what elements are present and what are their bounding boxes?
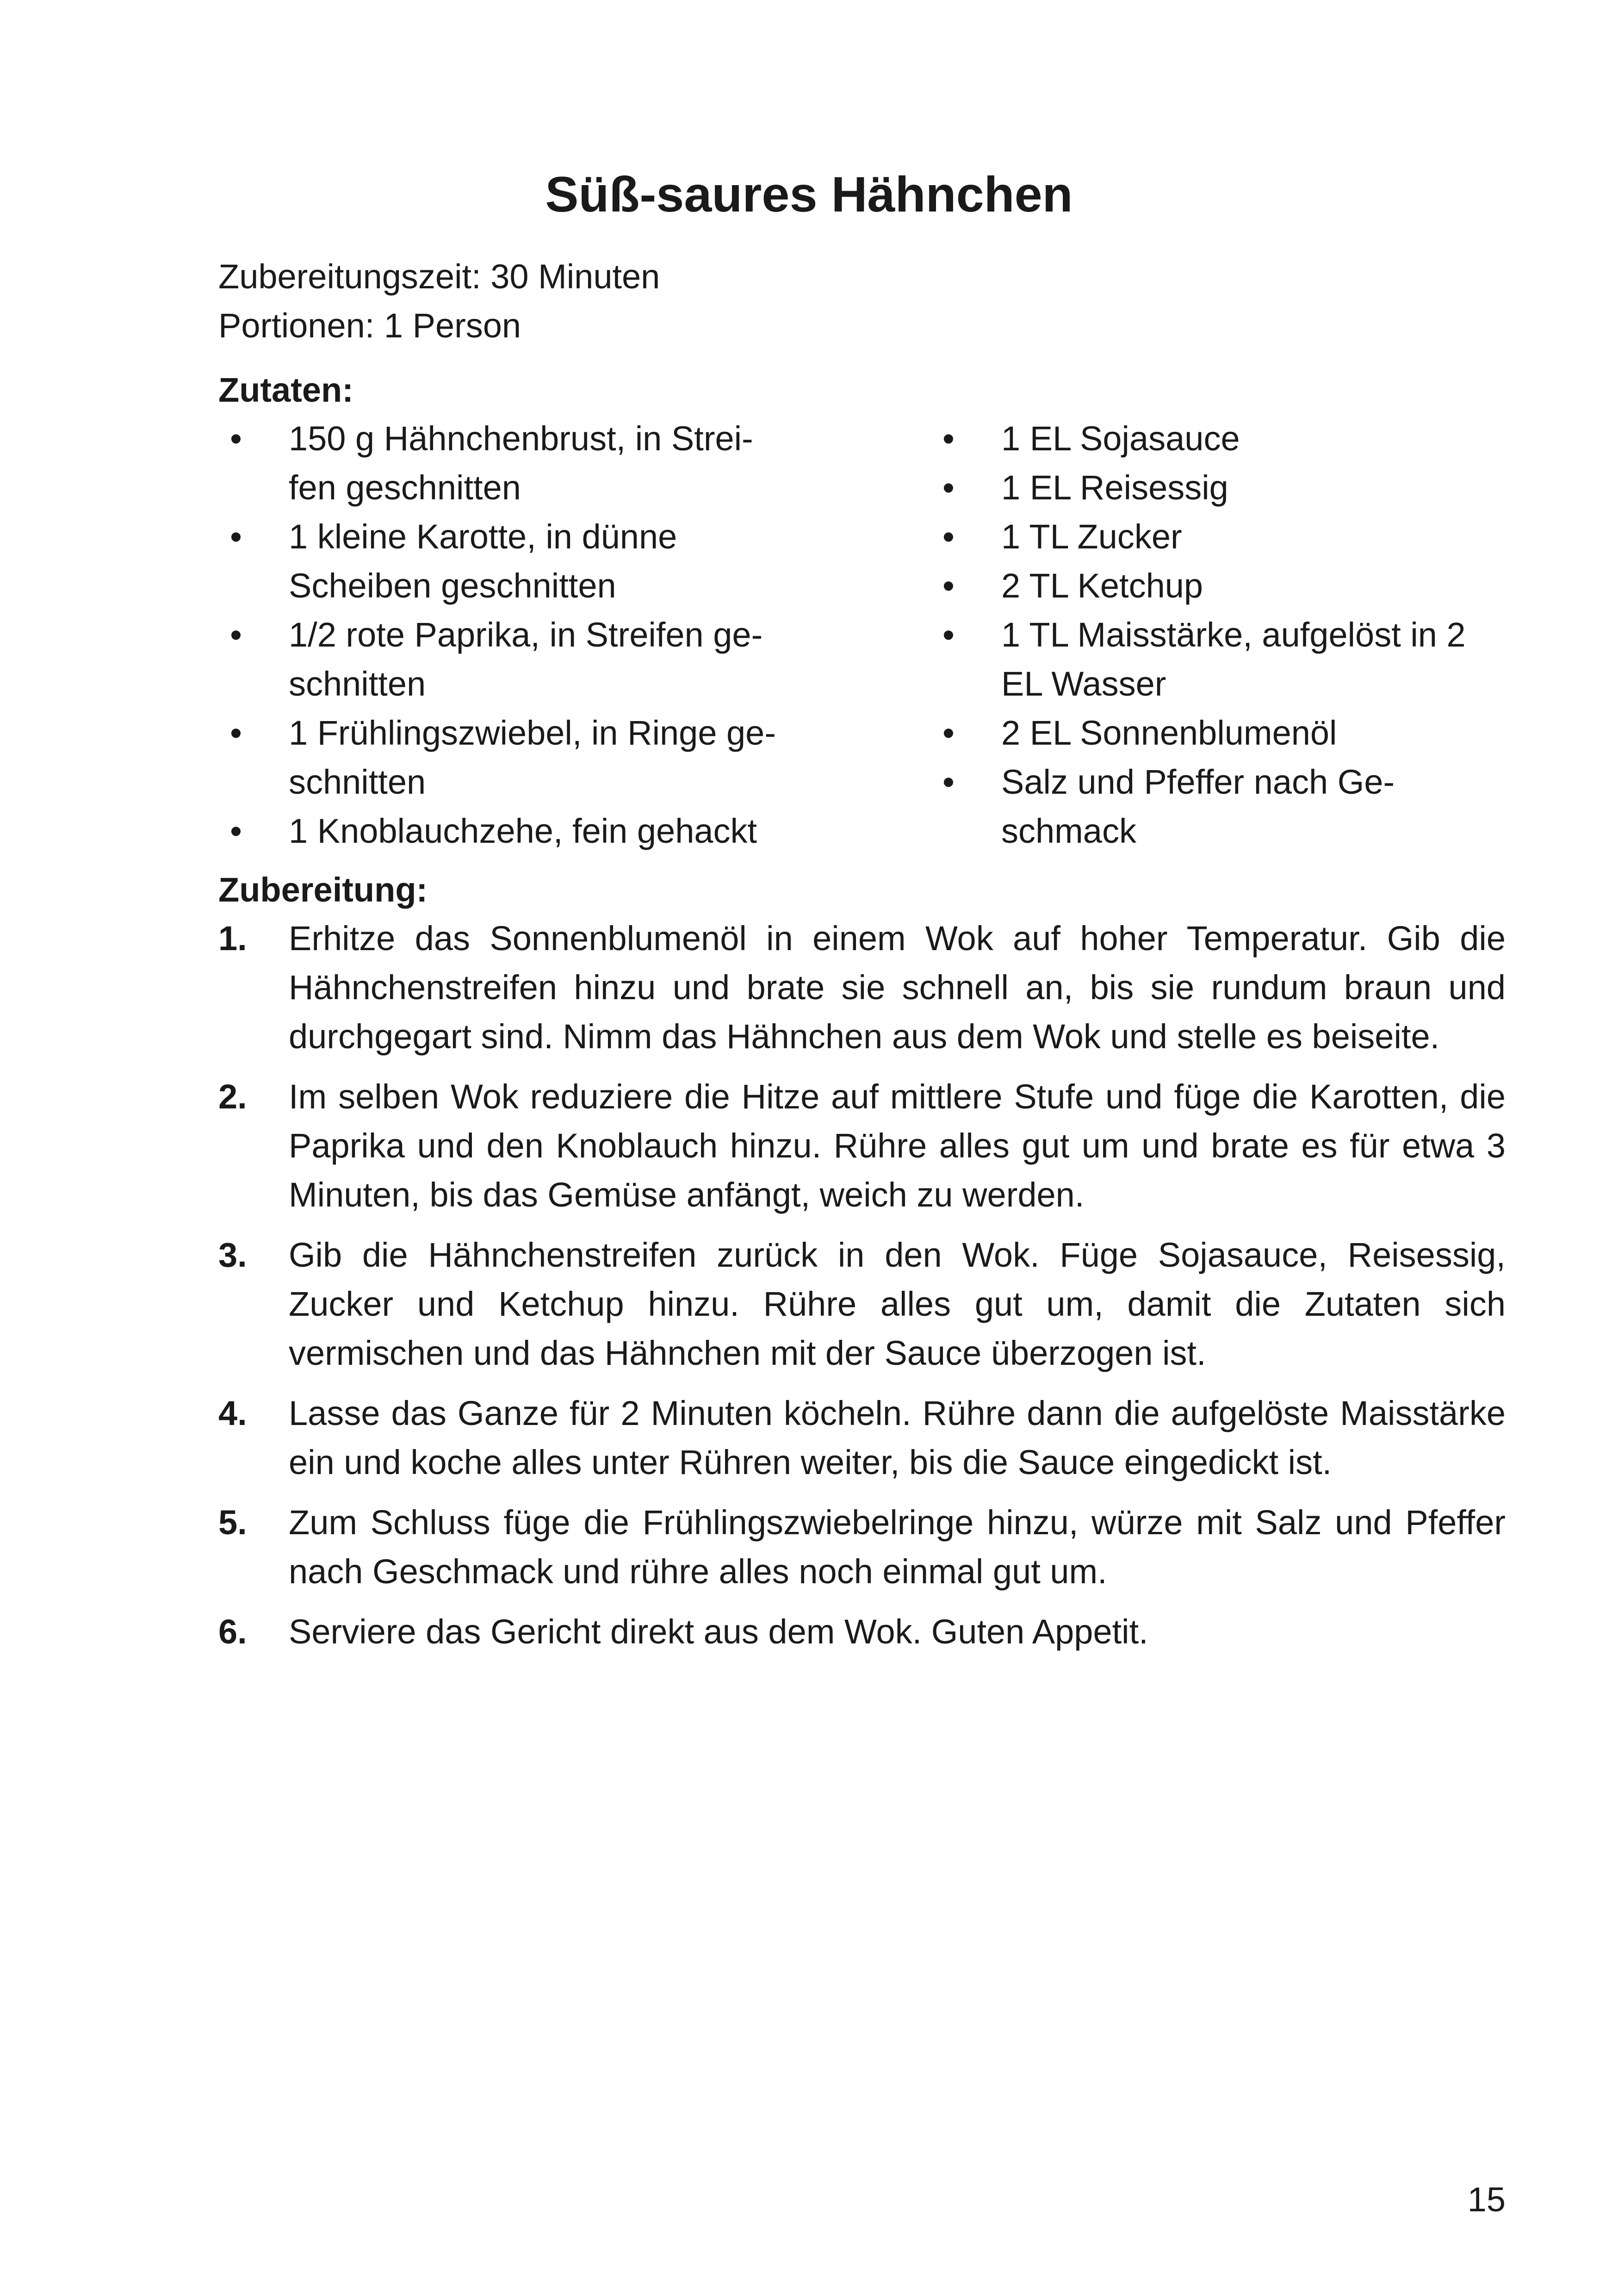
bullet-icon: • — [230, 714, 242, 752]
ingredient-line: 1/2 rote Paprika, in Streifen ge- — [289, 616, 763, 654]
ingredient-line: 1 kleine Karotte, in dünne — [289, 517, 677, 556]
bullet-icon: • — [230, 812, 242, 850]
step-number: 6. — [218, 1612, 247, 1651]
bullet-icon: • — [230, 419, 242, 458]
ingredient-line: schnitten — [289, 763, 426, 801]
ingredient-line: 1 Knoblauchzehe, fein gehackt — [289, 812, 757, 850]
ingredient-item — [931, 414, 1532, 463]
ingredients-heading: Zutaten: — [218, 371, 353, 409]
preparation-step — [218, 1607, 1506, 1656]
preparation-step — [218, 914, 1506, 1061]
ingredient-item — [218, 512, 820, 610]
recipe-title: Süß-saures Hähnchen — [545, 166, 1073, 222]
ingredient-line: EL Wasser — [1001, 665, 1166, 703]
preparation-step — [218, 1498, 1506, 1596]
bullet-icon: • — [942, 419, 955, 458]
preparation-steps — [218, 914, 1506, 1668]
ingredient-line: 1 EL Reisessig — [1001, 468, 1228, 507]
step-number: 5. — [218, 1503, 247, 1542]
ingredient-item — [218, 414, 820, 512]
page-number: 15 — [1467, 2180, 1506, 2219]
ingredient-item — [218, 610, 820, 709]
ingredient-line: Salz und Pfeffer nach Ge- — [1001, 763, 1395, 801]
ingredient-item — [218, 709, 820, 807]
preparation-step — [218, 1072, 1506, 1220]
ingredients-list-right — [931, 414, 1532, 856]
ingredient-item — [218, 807, 820, 856]
ingredient-line: 1 EL Sojasauce — [1001, 419, 1240, 458]
ingredient-item — [931, 709, 1532, 758]
bullet-icon: • — [942, 616, 955, 654]
ingredient-line: 1 Frühlingszwiebel, in Ringe ge- — [289, 714, 776, 752]
bullet-icon: • — [942, 763, 955, 801]
preparation-step — [218, 1231, 1506, 1378]
bullet-icon: • — [942, 517, 955, 556]
bullet-icon: • — [230, 517, 242, 556]
step-number: 1. — [218, 919, 247, 958]
ingredient-line: 150 g Hähnchenbrust, in Strei- — [289, 419, 753, 458]
step-text: Serviere das Gericht direkt aus dem Wok. Guten Appetit. — [289, 1612, 1148, 1651]
ingredient-line: 2 EL Sonnenblumenöl — [1001, 714, 1337, 752]
bullet-icon: • — [942, 468, 955, 507]
ingredient-line: 1 TL Zucker — [1001, 517, 1182, 556]
bullet-icon: • — [230, 616, 242, 654]
ingredient-line: 1 TL Maisstärke, aufgelöst in 2 — [1001, 616, 1466, 654]
ingredient-line: schnitten — [289, 665, 426, 703]
ingredient-line: schmack — [1001, 812, 1136, 850]
ingredient-item — [931, 512, 1532, 561]
servings: Portionen: 1 Person — [218, 306, 521, 345]
preparation-step — [218, 1389, 1506, 1487]
ingredient-line: 2 TL Ketchup — [1001, 566, 1203, 605]
ingredient-item — [931, 610, 1532, 709]
step-text: Im selben Wok reduziere die Hitze auf mittlere Stufe und füge die Karotten, die Paprika und den Knoblauch hinzu. Rühre alles gut um und brate es für etwa 3 Minuten, bis das Gemüse anfängt, weich zu werden. — [289, 1077, 1506, 1214]
ingredient-line: Scheiben geschnitten — [289, 566, 616, 605]
bullet-icon: • — [942, 566, 955, 605]
step-text: Zum Schluss füge die Frühlingszwiebelringe hinzu, würze mit Salz und Pfeffer nach Geschmack und rühre alles noch einmal gut um. — [289, 1503, 1506, 1591]
ingredient-item — [931, 463, 1532, 512]
preparation-heading: Zubereitung: — [218, 871, 428, 909]
step-number: 3. — [218, 1236, 247, 1274]
recipe-meta — [218, 252, 660, 350]
ingredient-item — [931, 758, 1532, 856]
step-text: Lasse das Ganze für 2 Minuten köcheln. Rühre dann die aufgelöste Maisstärke ein und koche alles unter Rühren weiter, bis die Sauce eingedickt ist. — [289, 1394, 1506, 1481]
step-text: Gib die Hähnchenstreifen zurück in den Wok. Füge Sojasauce, Reisessig, Zucker und Ketchup hinzu. Rühre alles gut um, damit die Zutaten sich vermischen und das Hähnchen mit der Sauce überzogen ist. — [289, 1236, 1506, 1372]
ingredients-list-left — [218, 414, 820, 856]
bullet-icon: • — [942, 714, 955, 752]
ingredient-item — [931, 561, 1532, 610]
step-number: 2. — [218, 1077, 247, 1116]
step-number: 4. — [218, 1394, 247, 1432]
prep-time: Zubereitungszeit: 30 Minuten — [218, 257, 660, 296]
step-text: Erhitze das Sonnenblumenöl in einem Wok auf hoher Temperatur. Gib die Hähnchenstreifen hinzu und brate sie schnell an, bis sie rundum braun und durchgegart sind. Nimm das Hähnchen aus dem Wok und stelle es beiseite. — [289, 919, 1506, 1056]
ingredient-line: fen geschnitten — [289, 468, 521, 507]
